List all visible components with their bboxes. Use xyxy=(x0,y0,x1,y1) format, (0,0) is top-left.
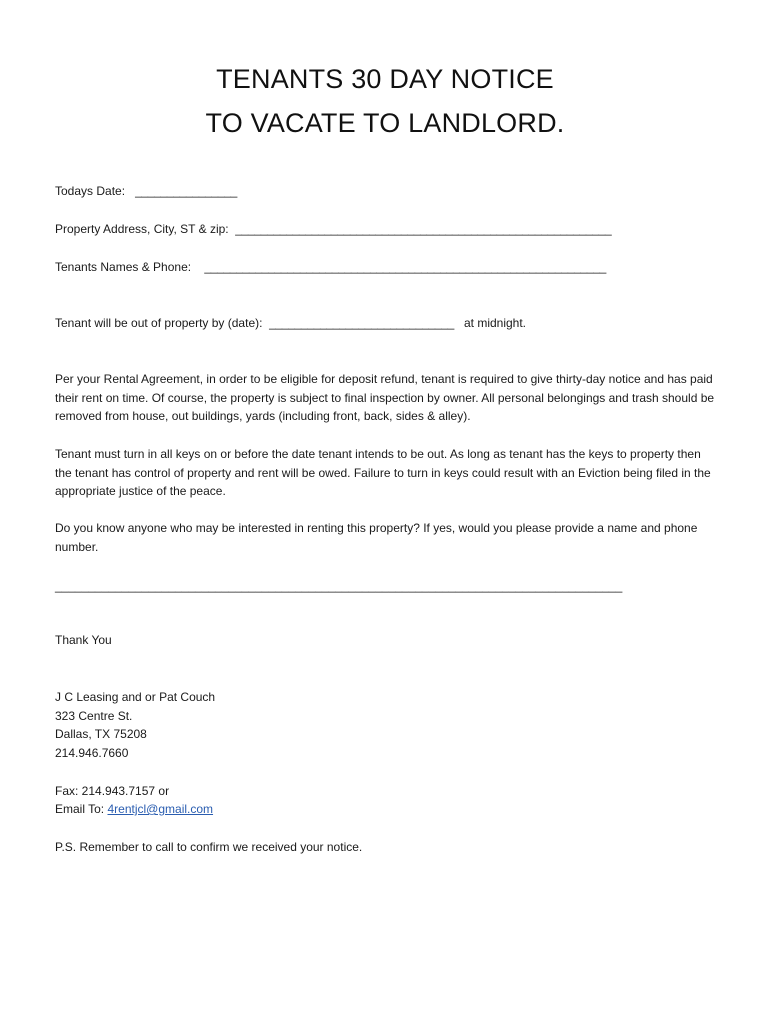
phone-number: 214.946.7660 xyxy=(55,746,129,760)
thank-you: Thank You xyxy=(55,633,112,647)
email-link[interactable]: 4rentjcl@gmail.com xyxy=(107,802,214,816)
city-state-zip: Dallas, TX 75208 xyxy=(55,727,147,741)
street-address: 323 Centre St. xyxy=(55,709,133,723)
property-address-row xyxy=(55,220,611,238)
todays-date-label: Todays Date: xyxy=(55,184,126,198)
company-name: J C Leasing and or Pat Couch xyxy=(55,690,216,704)
title-line-2: TO VACATE TO LANDLORD. xyxy=(205,108,565,138)
todays-date-field[interactable]: ________________ xyxy=(135,184,238,198)
property-address-field[interactable]: ___________________________________________________________ xyxy=(235,222,612,236)
referral-field[interactable]: _____________________________________________________________________________________ xyxy=(55,579,623,593)
keys-paragraph: Tenant must turn in all keys on or before the date tenant intends to be out. As long as tenant has the keys to property then the tenant has control of property and rent will be owed. Failure to turn in keys could result with an Eviction being filed in the appropriate justice of the peace. xyxy=(55,447,711,498)
property-address-label: Property Address, City, ST & zip: xyxy=(55,222,229,236)
title-line-1: TENANTS 30 DAY NOTICE xyxy=(216,64,554,94)
email-label: Email To: xyxy=(55,802,105,816)
tenants-names-label: Tenants Names & Phone: xyxy=(55,260,192,274)
email-row xyxy=(55,800,213,818)
move-out-date-field[interactable]: _____________________________ xyxy=(269,316,454,330)
fax-number: Fax: 214.943.7157 or xyxy=(55,784,170,798)
referral-paragraph: Do you know anyone who may be interested in renting this property? If yes, would you please provide a name and phone number. xyxy=(55,521,698,554)
move-out-label: Tenant will be out of property by (date): xyxy=(55,316,263,330)
move-out-row xyxy=(55,314,526,332)
move-out-suffix: at midnight. xyxy=(463,316,527,330)
tenants-names-field[interactable]: _______________________________________________________________ xyxy=(204,260,606,274)
rental-agreement-paragraph: Per your Rental Agreement, in order to be eligible for deposit refund, tenant is required to give thirty-day notice and has paid their rent on time. Of course, the property is subject to final inspection by owner. All personal belongings and trash should be removed from house, out buildings, yards (including front, back, sides & alley). xyxy=(55,372,715,423)
postscript: P.S. Remember to call to confirm we received your notice. xyxy=(55,840,363,854)
tenants-names-row xyxy=(55,258,606,276)
todays-date-row xyxy=(55,182,237,200)
